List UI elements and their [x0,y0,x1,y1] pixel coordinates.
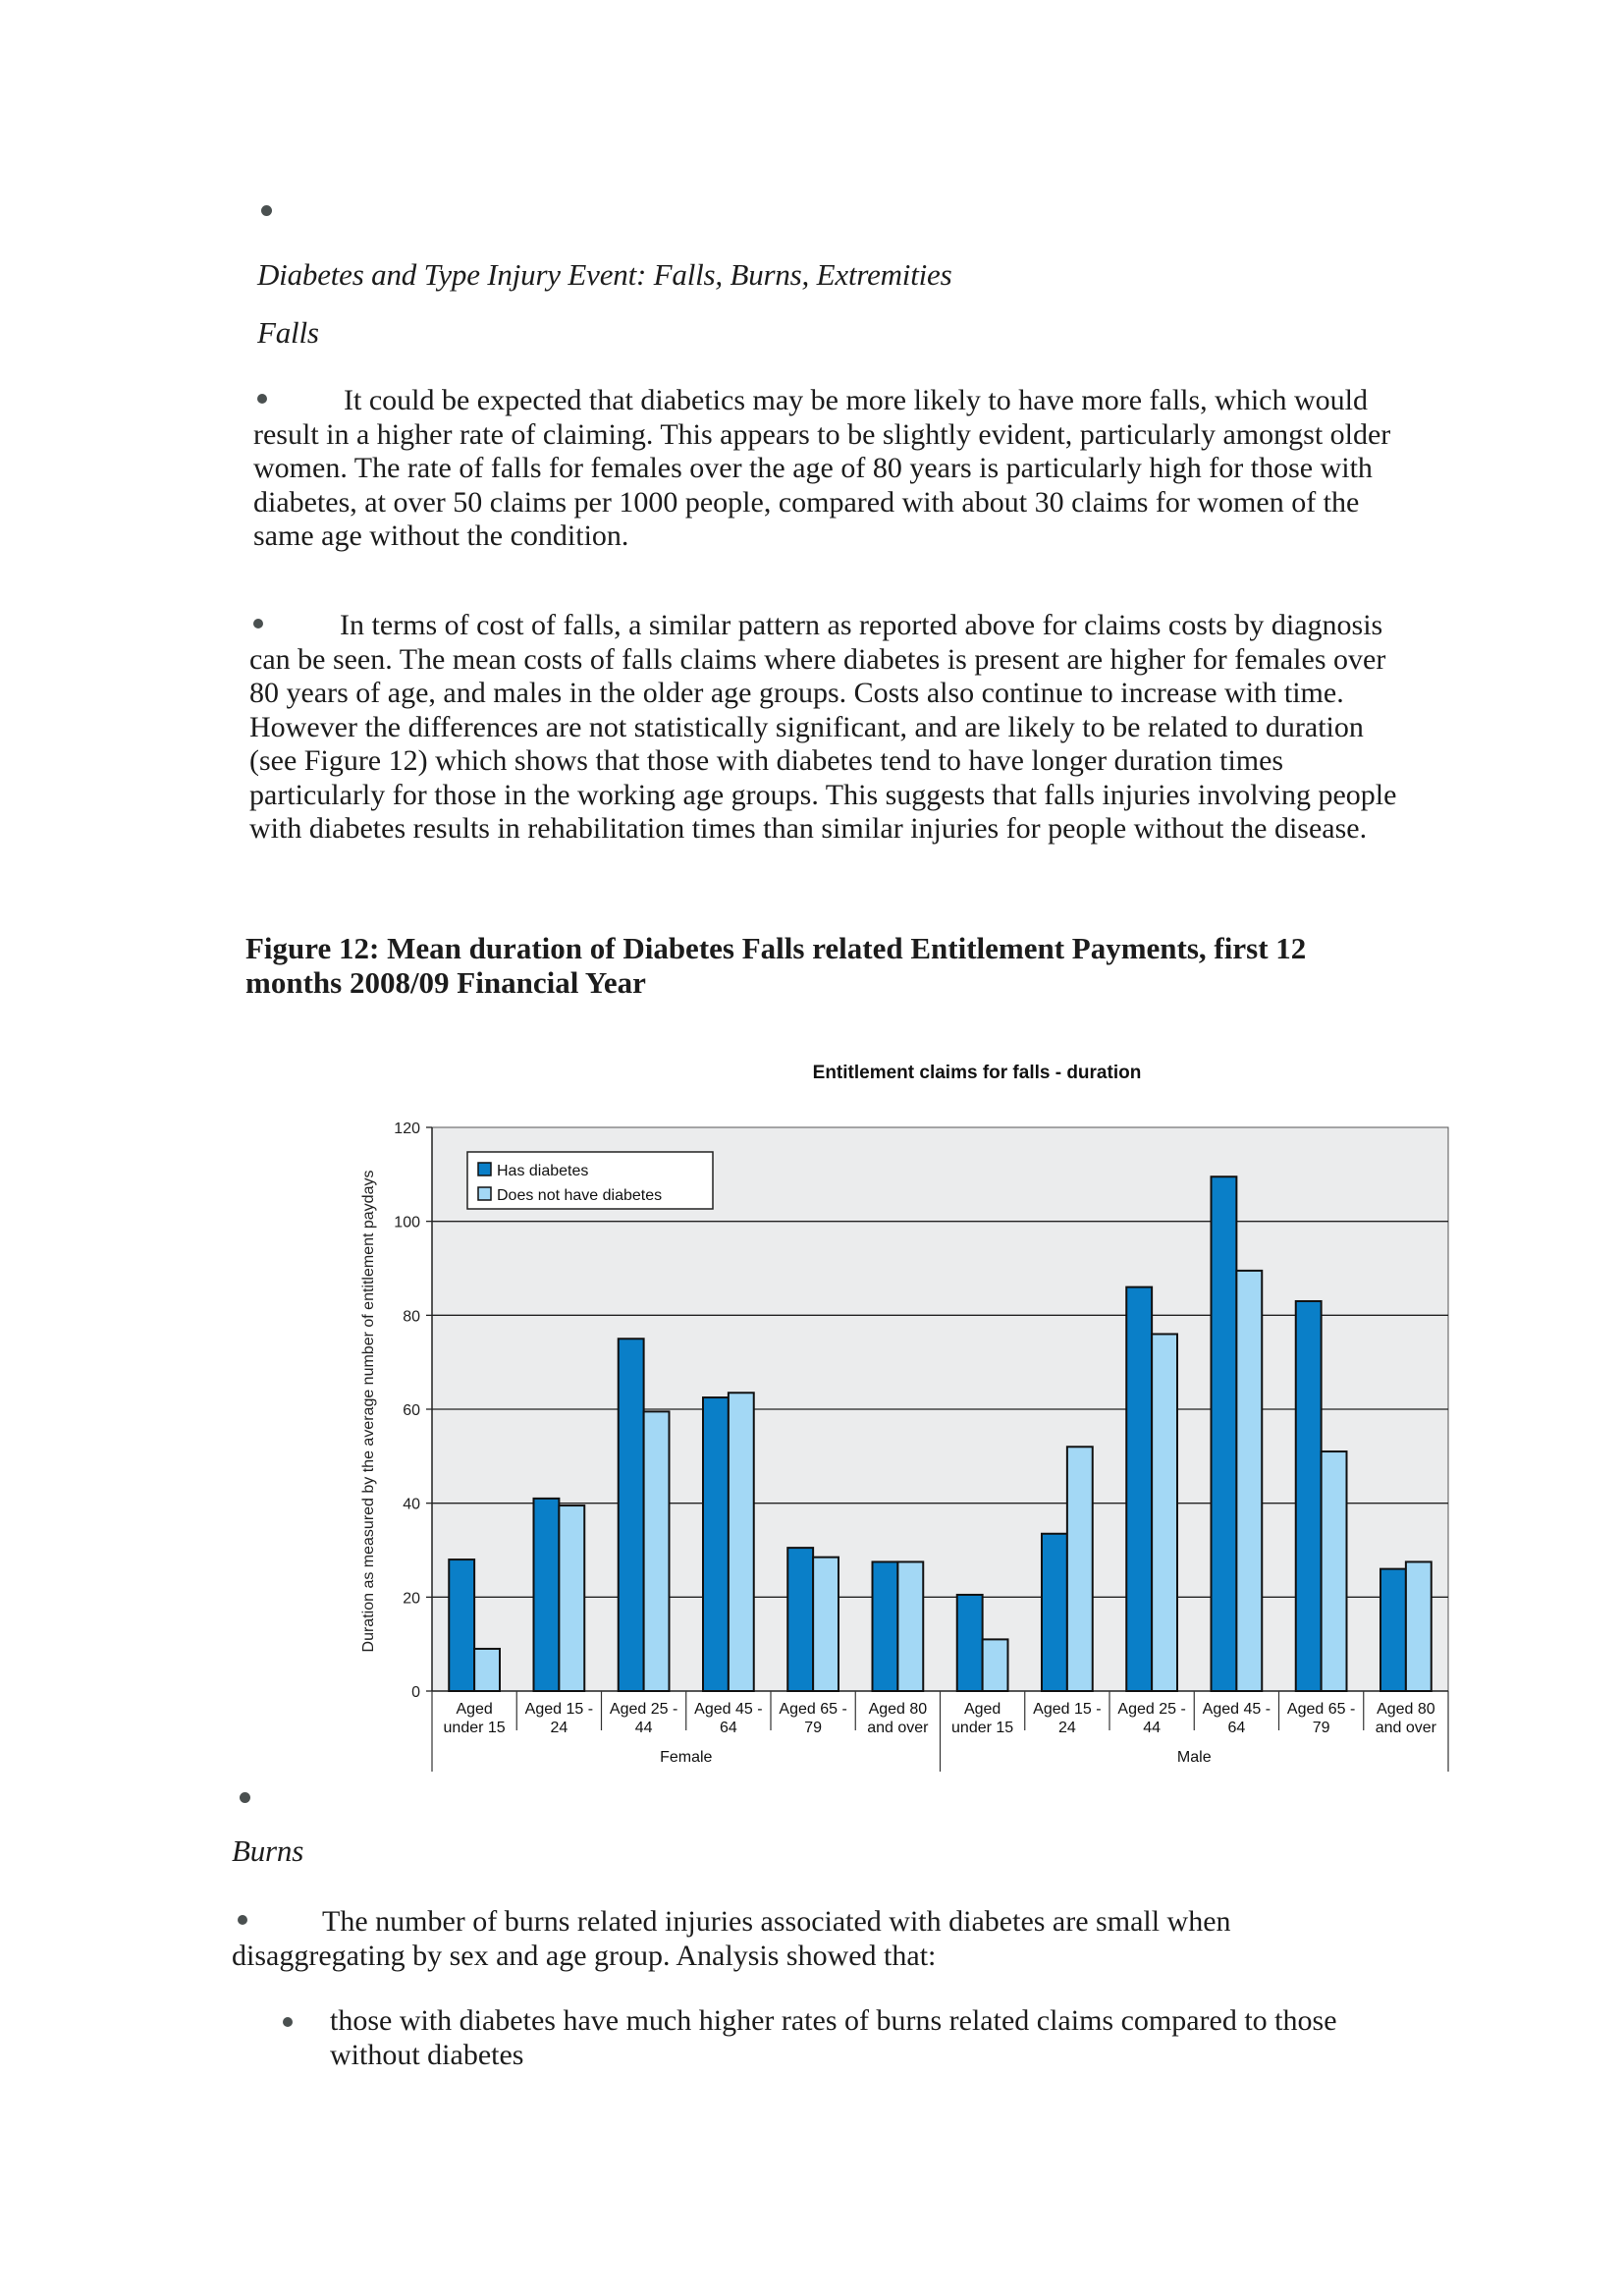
burns-paragraph-text: The number of burns related injuries associated with diabetes are small when disaggregating by sex and age group. Analysis showed that: [232,1905,1231,1972]
x-category-label: 64 [719,1720,737,1736]
bullet-icon [257,394,267,404]
x-category-label: Aged 80 [1377,1701,1435,1718]
x-category-label: Aged 65 - [779,1701,847,1718]
x-group-label: Female [660,1749,713,1766]
burns-subbullet-text: those with diabetes have much higher rates of burns related claims compared to those without diabetes [330,2004,1337,2071]
y-tick-label: 60 [403,1402,420,1419]
plot-area [394,1121,1448,1772]
x-category-label: Aged 15 - [1033,1701,1102,1718]
x-category-label: 24 [1057,1720,1076,1736]
bar-has-diabetes [703,1397,729,1691]
y-tick-label: 40 [403,1496,420,1513]
bar-no-diabetes [1406,1561,1432,1691]
bar-no-diabetes [813,1558,839,1691]
x-category-label: 44 [1143,1720,1162,1736]
legend-label-has-diabetes: Has diabetes [497,1163,589,1179]
x-category-label: Aged 45 - [1202,1701,1271,1718]
bar-no-diabetes [897,1561,923,1691]
x-category-label: and over [867,1720,929,1736]
x-category-label: Aged [963,1701,1001,1718]
burns-paragraph [232,1905,1380,1973]
bar-has-diabetes [1212,1176,1237,1691]
subheading-burns: Burns [232,1833,304,1868]
bullet-icon [238,1915,247,1925]
bar-no-diabetes [729,1393,754,1691]
bar-has-diabetes [619,1339,644,1691]
x-category-label: 79 [804,1720,823,1736]
falls-paragraph-2-text: In terms of cost of falls, a similar pattern as reported above for claims costs by diagnosis can be seen. The mean costs of falls claims where diabetes is present are higher for females over 80 years of age, and males in the older age groups. Costs also continue to increase with time. However the differences are not statistically significant, and are likely to be related to duration (see Figure 12) which shows that those with diabetes tend to have longer duration times particularly for those in the working age groups. This suggests that falls injuries involving people with diabetes results in rehabilitation times than similar injuries for people without the disease. [249,609,1397,845]
bar-no-diabetes [983,1639,1008,1691]
x-category-label: 79 [1312,1720,1330,1736]
x-category-label: under 15 [443,1720,506,1736]
y-tick-label: 0 [411,1684,420,1701]
x-category-label: Aged 45 - [694,1701,763,1718]
x-category-label: Aged 65 - [1286,1701,1356,1718]
bullet-icon [261,205,272,216]
bullet-icon [283,2017,293,2027]
bullet-icon [240,1792,250,1803]
bar-no-diabetes [1152,1334,1177,1691]
bar-no-diabetes [1236,1271,1262,1691]
bar-no-diabetes [1067,1447,1093,1691]
bar-no-diabetes [474,1649,500,1691]
bar-has-diabetes [534,1499,560,1691]
x-category-label: 44 [634,1720,653,1736]
chart-legend [467,1152,713,1209]
x-category-label: 64 [1227,1720,1246,1736]
bar-no-diabetes [644,1411,670,1691]
falls-paragraph-2 [249,609,1398,847]
bar-has-diabetes [449,1559,474,1691]
y-tick-label: 100 [394,1214,420,1231]
bar-has-diabetes [873,1561,898,1691]
y-axis-title: Duration as measured by the average number of entitlement paydays [360,1170,377,1653]
x-category-label: Aged 25 - [1117,1701,1186,1718]
bar-has-diabetes [1042,1534,1067,1691]
falls-duration-chart [344,1041,1522,1807]
y-tick-label: 20 [403,1590,420,1608]
bar-has-diabetes [1126,1287,1152,1691]
x-category-label: Aged 15 - [524,1701,594,1718]
falls-paragraph-1-text: It could be expected that diabetics may be more likely to have more falls, which would result in a higher rate of claiming. This appears to be slightly evident, particularly amongst older women. The rate of falls for females over the age of 80 years is particularly high for those with diabetes, at over 50 claims per 1000 people, compared with about 30 claims for women of the same age without the condition. [253,384,1391,552]
bar-has-diabetes [787,1548,813,1691]
burns-subbullet [330,2004,1361,2072]
bar-has-diabetes [1380,1569,1406,1691]
y-tick-label: 120 [394,1121,420,1137]
bar-has-diabetes [1296,1301,1322,1691]
x-category-label: 24 [550,1720,568,1736]
bar-has-diabetes [957,1595,983,1691]
x-group-label: Male [1176,1749,1212,1766]
bullet-icon [253,619,263,629]
x-category-label: and over [1375,1720,1437,1736]
falls-paragraph-1 [253,384,1402,554]
subheading-falls: Falls [257,315,319,350]
x-category-label: under 15 [951,1720,1014,1736]
legend-swatch-has-diabetes [478,1163,491,1175]
bar-no-diabetes [1322,1451,1347,1691]
figure-caption: Figure 12: Mean duration of Diabetes Falls related Entitlement Payments, first 12 months 2008/09 Financial Year [245,931,1307,1000]
legend-swatch-no-diabetes [478,1187,491,1200]
x-category-label: Aged [456,1701,493,1718]
bar-no-diabetes [559,1505,584,1691]
x-category-label: Aged 80 [868,1701,928,1718]
chart-title: Entitlement claims for falls - duration [812,1063,1142,1083]
section-heading: Diabetes and Type Injury Event: Falls, Burns, Extremities [257,257,952,292]
legend-label-no-diabetes: Does not have diabetes [497,1187,663,1204]
y-tick-label: 80 [403,1308,420,1326]
x-category-label: Aged 25 - [609,1701,678,1718]
